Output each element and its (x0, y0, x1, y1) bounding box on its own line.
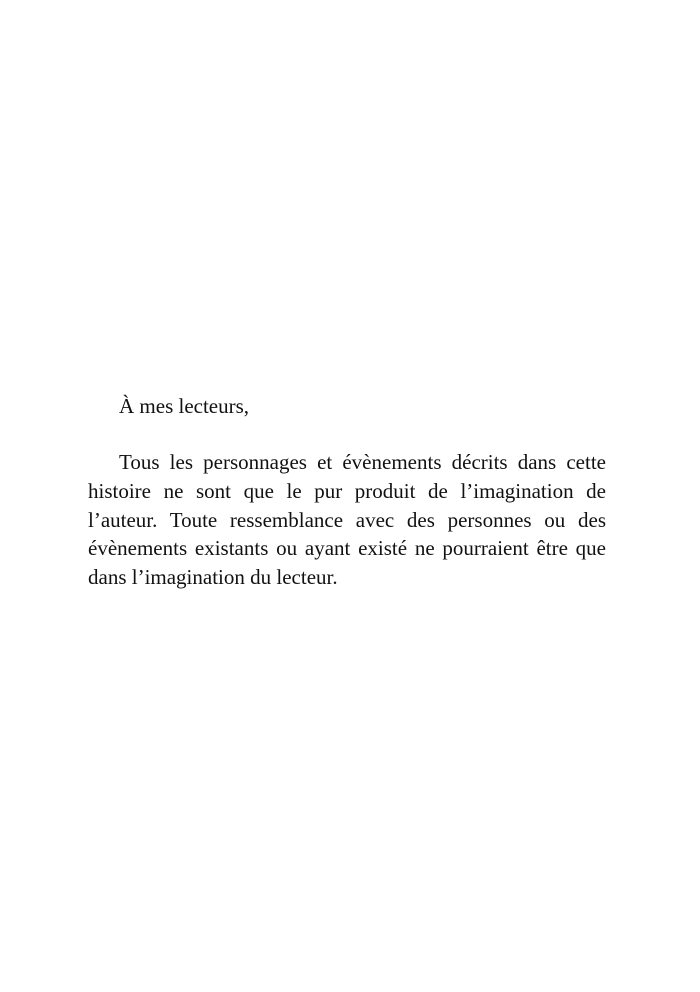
paragraph-line: l’auteur. Toute ressemblance avec des personnes ou des (88, 507, 606, 532)
dedication-text-block (88, 392, 606, 592)
salutation: À mes lecteurs, (119, 394, 250, 418)
disclaimer-paragraph (88, 448, 606, 592)
paragraph-line: histoire ne sont que le pur produit de l’imagination de (88, 478, 606, 503)
paragraph-line: évènements existants ou ayant existé ne pourraient être que (88, 536, 606, 561)
paragraph-line: dans l’imagination du lecteur. (88, 565, 338, 590)
paragraph-line: Tous les personnages et évènements décrits dans cette (119, 450, 606, 474)
